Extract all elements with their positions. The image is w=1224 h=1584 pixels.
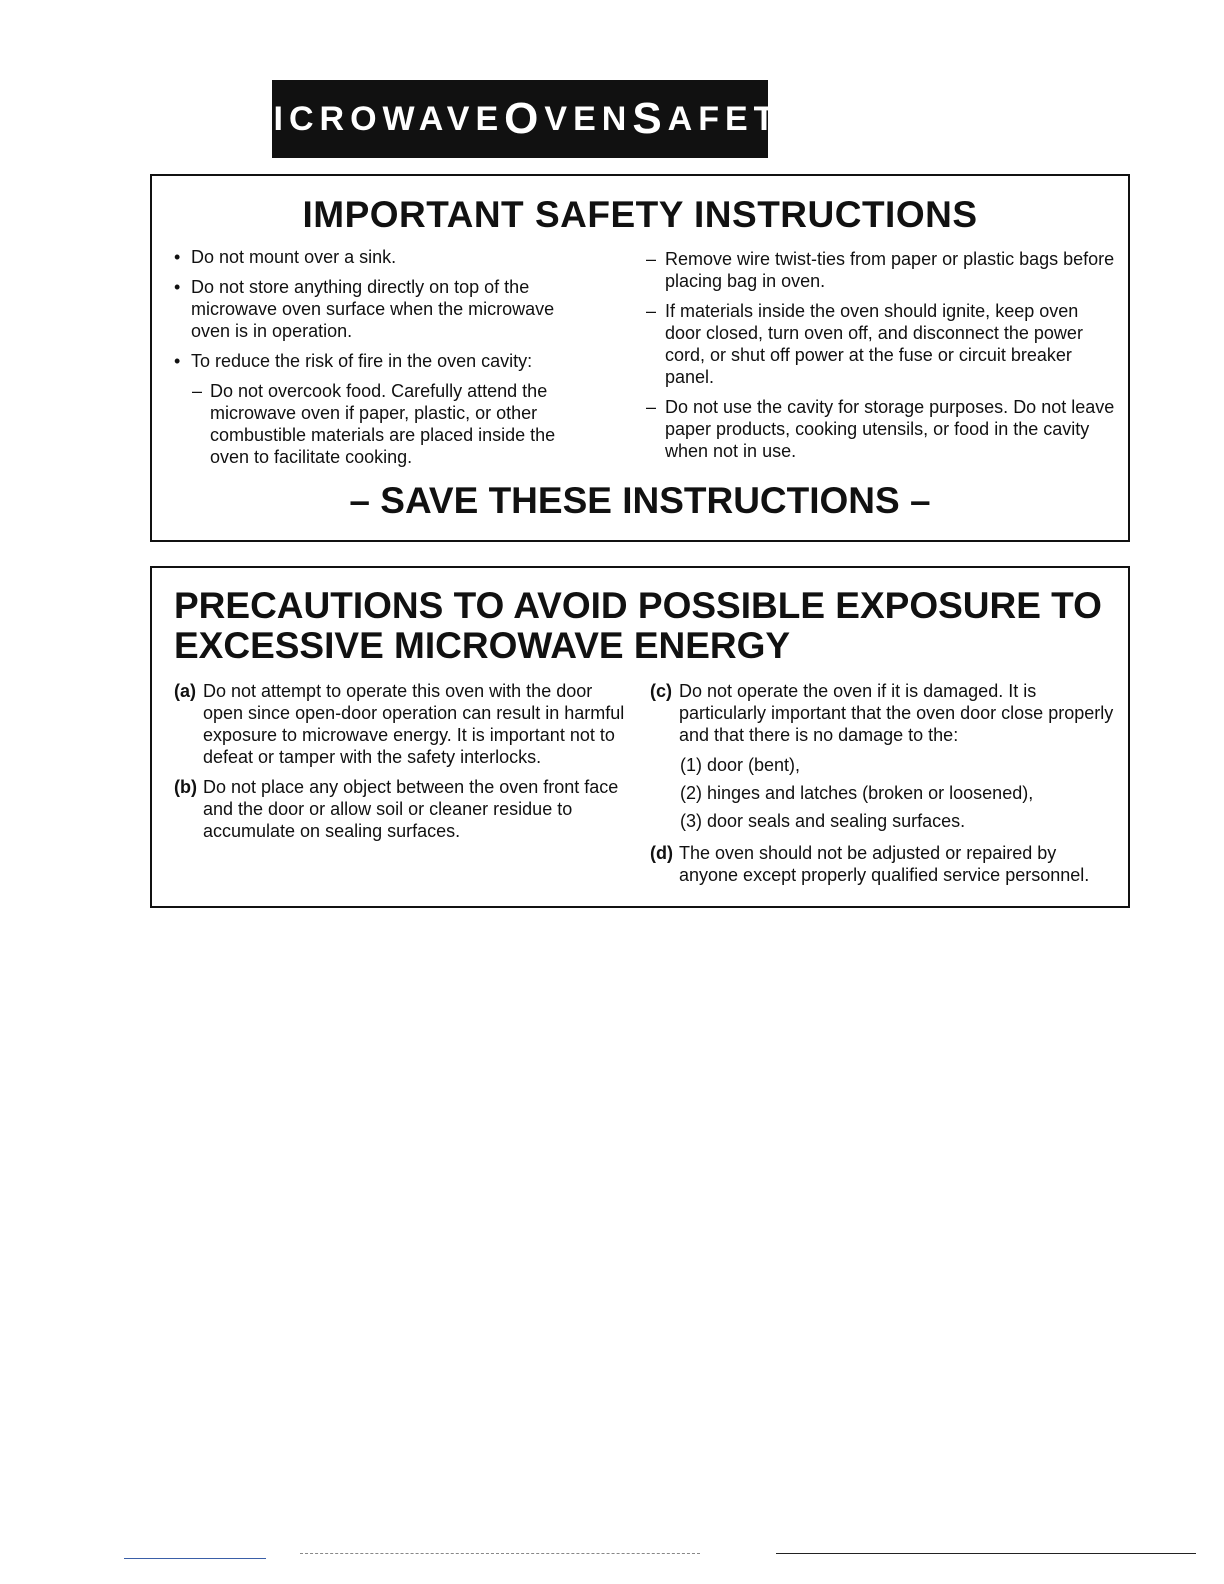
- list-item-text: If materials inside the oven should ignite, keep oven door closed, turn oven off, and disconnect the power cord, or shut off power at the fuse or circuit breaker panel.: [665, 301, 1083, 387]
- footer-rule: [776, 1553, 1196, 1554]
- safety-instructions-box: [150, 174, 1130, 542]
- safety-right-column: [646, 248, 1116, 470]
- sub-item: (3) door seals and sealing surfaces.: [680, 811, 966, 831]
- list-item: [174, 680, 634, 768]
- list-item: [646, 248, 1116, 292]
- precautions-box: [150, 566, 1130, 908]
- item-letter: (b): [174, 777, 197, 797]
- list-item: [172, 350, 592, 372]
- list-item-text: Do not mount over a sink.: [191, 247, 397, 267]
- list-item-text: To reduce the risk of fire in the oven cavity:: [191, 351, 533, 371]
- precautions-title: PRECAUTIONS TO AVOID POSSIBLE EXPOSURE TO EXCESSIVE MICROWAVE ENERGY: [174, 585, 1102, 666]
- footer-rule: [300, 1553, 700, 1554]
- safety-title: IMPORTANT SAFETY INSTRUCTIONS: [302, 194, 978, 235]
- list-item-text: Do not store anything directly on top of the microwave oven surface when the microwave oven is in operation.: [191, 277, 555, 341]
- bullet-mark: •: [174, 247, 181, 267]
- banner-ven: VEN: [544, 99, 633, 138]
- list-item: [646, 300, 1116, 388]
- list-item-text: Do not operate the oven if it is damaged. It is particularly important that the oven door close properly and that there is no damage to the:: [679, 681, 1114, 745]
- section-banner: [230, 80, 810, 158]
- list-item-text: Remove wire twist-ties from paper or plastic bags before placing bag in oven.: [665, 249, 1115, 291]
- list-item: [172, 380, 592, 468]
- dash-mark: –: [646, 249, 657, 269]
- banner-o: O: [504, 94, 545, 143]
- dash-mark: –: [646, 301, 657, 321]
- list-item: [646, 396, 1116, 462]
- dash-mark: –: [192, 381, 203, 401]
- dash-mark: –: [646, 397, 657, 417]
- precautions-right-column: [650, 680, 1120, 894]
- list-item-text: Do not place any object between the oven front face and the door or allow soil or cleaner residue to accumulate on sealing surfaces.: [203, 777, 619, 841]
- banner-afety: AFETY: [667, 99, 810, 138]
- banner-m: M: [230, 94, 274, 143]
- banner-s: S: [632, 94, 668, 143]
- sub-item: (1) door (bent),: [680, 755, 801, 775]
- list-item: [650, 842, 1120, 886]
- save-instructions-heading: – SAVE THESE INSTRUCTIONS –: [349, 480, 931, 521]
- item-letter: (c): [650, 681, 672, 701]
- list-item: [174, 776, 634, 842]
- list-item-text: The oven should not be adjusted or repaired by anyone except properly qualified service personnel.: [679, 843, 1090, 885]
- item-letter: (d): [650, 843, 673, 863]
- item-letter: (a): [174, 681, 196, 701]
- bullet-mark: •: [174, 277, 181, 297]
- list-item-text: Do not attempt to operate this oven with the door open since open-door operation can result in harmful exposure to microwave energy. It is important not to defeat or tamper with the safety interlocks.: [203, 681, 625, 767]
- list-item-text: Do not overcook food. Carefully attend the microwave oven if paper, plastic, or other combustible materials are placed inside the oven to facilitate cooking.: [210, 381, 556, 467]
- list-item: [650, 680, 1120, 746]
- list-item: [172, 276, 592, 342]
- bullet-mark: •: [174, 351, 181, 371]
- precautions-left-column: [174, 680, 634, 850]
- sub-item: (2) hinges and latches (broken or loosened),: [680, 783, 1034, 803]
- list-item: [172, 246, 592, 268]
- footer-rule: [124, 1558, 266, 1559]
- safety-left-column: [172, 246, 592, 476]
- list-item-text: Do not use the cavity for storage purposes. Do not leave paper products, cooking utensils, or food in the cavity when not in use.: [665, 397, 1115, 461]
- banner-icrowave: ICROWAVE: [273, 99, 505, 138]
